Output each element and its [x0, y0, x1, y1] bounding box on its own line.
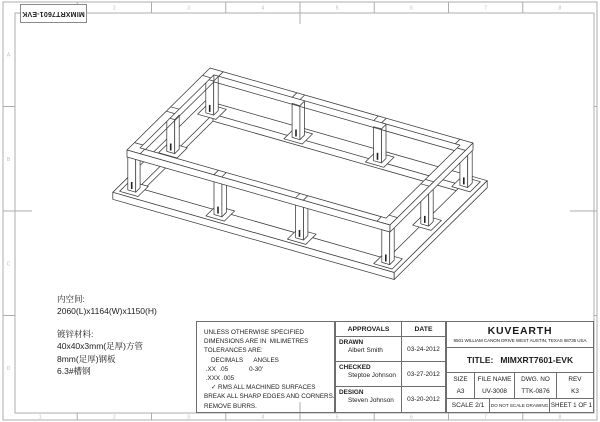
- title-block: [446, 321, 594, 413]
- title-cell: [447, 348, 593, 373]
- svg-text:2: 2: [112, 414, 116, 421]
- svg-text:7: 7: [484, 5, 488, 12]
- svg-text:6: 6: [409, 414, 413, 421]
- scale-row: [447, 399, 593, 412]
- approvals-table: [335, 321, 446, 413]
- dwg-no-cell: [515, 373, 557, 398]
- svg-text:C: C: [6, 261, 11, 268]
- dwg-no-value: TTK-0876: [521, 388, 550, 395]
- material-item: 6.3#槽钢: [57, 366, 91, 377]
- corner-stamp-box: [20, 4, 87, 23]
- svg-text:1: 1: [38, 414, 42, 421]
- date-header: DATE: [402, 322, 445, 337]
- table-row: [336, 387, 402, 412]
- tolerance-line: .XXX .005: [204, 375, 235, 383]
- tolerance-line: DIMENSIONS ARE IN MILIMETRES: [204, 338, 309, 346]
- size-cell: [447, 373, 475, 398]
- file-name-label: FILE NAME: [477, 376, 512, 383]
- svg-text:3: 3: [187, 5, 191, 12]
- svg-text:D: D: [6, 365, 11, 372]
- svg-text:B: B: [6, 156, 11, 163]
- inner-space-value: 2060(L)x1164(W)x1150(H): [57, 306, 157, 317]
- row-name: Steptoe Johnson: [348, 372, 396, 379]
- isometric-frame-drawing: [113, 68, 487, 280]
- company-address: 9501 WILLIAM CANON DRIVE WEST AUSTIN, TEXAS 68735 USA: [453, 338, 587, 343]
- svg-text:8: 8: [558, 5, 562, 12]
- rev-cell: [557, 373, 593, 398]
- material-label: 镀锌材料:: [57, 328, 94, 339]
- svg-text:4: 4: [261, 5, 265, 12]
- svg-text:5: 5: [335, 414, 339, 421]
- size-value: A3: [456, 388, 465, 395]
- row-date: 03-24-2012: [402, 337, 445, 362]
- row-name: Albert Smith: [348, 347, 383, 354]
- company-cell: [447, 322, 593, 348]
- tolerance-line: .XX .05 0-30': [204, 365, 263, 373]
- tolerance-line: UNLESS OTHERWISE SPECIFIED: [204, 329, 304, 336]
- material-item: 8mm(足厚)钢板: [57, 353, 116, 364]
- tolerance-line: ✓ RMS ALL MACHINED SURFACES: [204, 384, 316, 392]
- row-role: CHECKED: [339, 364, 371, 371]
- dwg-no-label: DWG. NO: [521, 376, 550, 383]
- row-date: 03-20-2012: [407, 396, 440, 403]
- title-label: TITLE:: [466, 355, 494, 365]
- do-not-scale-note: DO NOT SCALE DRAWING: [490, 399, 550, 412]
- row-role: DESIGN: [339, 389, 364, 396]
- file-name-value: UV-3008: [482, 388, 507, 395]
- rev-label: REV: [568, 376, 582, 383]
- tolerance-note-box: [196, 321, 335, 413]
- svg-text:4: 4: [261, 414, 265, 421]
- scale-cell: SCALE 2/1: [447, 399, 490, 412]
- size-label: SIZE: [453, 376, 468, 383]
- material-item: 40x40x3mm(足厚)方管: [57, 341, 143, 352]
- sheet-cell: SHEET 1 OF 1: [550, 402, 593, 409]
- approvals-header: APPROVALS: [336, 322, 402, 337]
- company-name: KUVEARTH: [487, 325, 553, 337]
- row-role: DRAWN: [339, 339, 364, 346]
- size-row: [447, 373, 593, 399]
- table-row: [336, 362, 402, 387]
- rev-value: K3: [571, 388, 579, 395]
- drawing-title: MIMXRT7601-EVK: [500, 355, 574, 365]
- table-row: [336, 337, 402, 362]
- svg-text:7: 7: [484, 414, 488, 421]
- tolerance-line: TOLERANCES ARE:: [204, 347, 263, 355]
- svg-text:8: 8: [558, 414, 562, 421]
- file-name-cell: [475, 373, 515, 398]
- tolerance-line: BREAK ALL SHARP EDGES AND CORNERS.: [204, 393, 335, 401]
- inner-space-label: 内空间:: [57, 294, 85, 304]
- svg-text:3: 3: [187, 414, 191, 421]
- svg-text:A: A: [6, 52, 11, 59]
- svg-text:5: 5: [335, 5, 339, 12]
- tolerance-line: REMOVE BURRS.: [204, 402, 257, 410]
- row-name: Steven Johnson: [348, 397, 394, 404]
- svg-text:6: 6: [409, 5, 413, 12]
- tolerance-line: DECIMALS ANGLES: [204, 356, 279, 364]
- spec-notes: [57, 293, 157, 377]
- corner-stamp-text: MIMXRT7601-EVK: [22, 10, 85, 17]
- row-date: 03-27-2012: [402, 362, 445, 387]
- svg-text:2: 2: [112, 5, 116, 12]
